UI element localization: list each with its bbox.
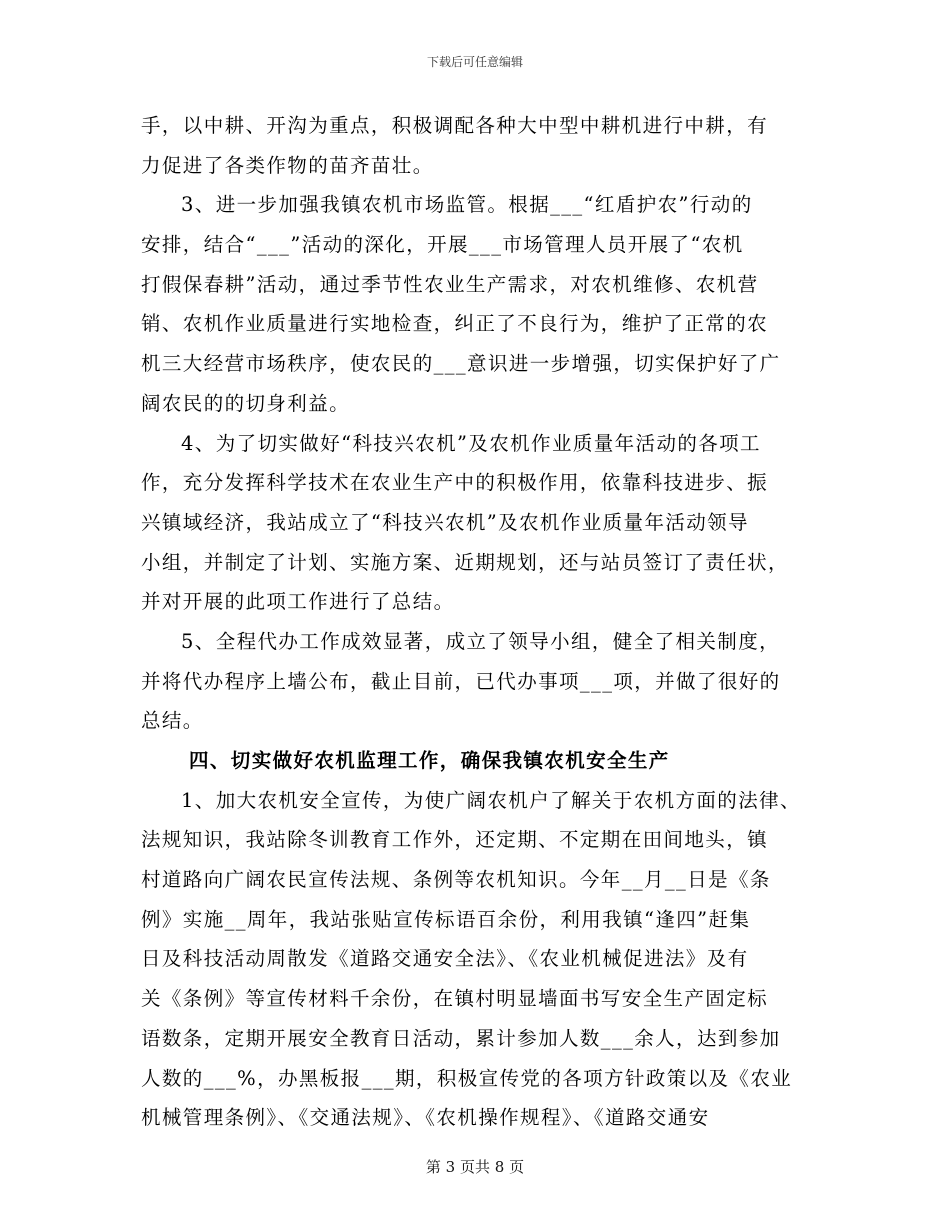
text-line: 语数条，定期开展安全教育日活动，累计参加人数___余人，达到参加: [141, 1026, 781, 1050]
text-line: 4、为了切实做好“科技兴农机”及农机作业质量年活动的各项工: [181, 431, 761, 455]
text-line: 机械管理条例》、《交通法规》、《农机操作规程》、《道路交通安: [141, 1106, 710, 1130]
text-line: 例》实施__周年，我站张贴宣传标语百余份，利用我镇“逢四”赶集: [141, 907, 751, 931]
text-line: 并对开展的此项工作进行了总结。: [141, 590, 455, 614]
section-heading: 四、切实做好农机监理工作，确保我镇农机安全生产: [189, 749, 670, 772]
text-line: 村道路向广阔农民宣传法规、条例等农机知识。今年__月__日是《条: [141, 868, 771, 892]
text-line: 手，以中耕、开沟为重点，积极调配各种大中型中耕机进行中耕，有: [141, 114, 769, 137]
text-line: 并将代办程序上墙公布，截止目前，已代办事项___项，并做了很好的: [141, 669, 781, 693]
text-line: 3、进一步加强我镇农机市场监管。根据___“红盾护农”行动的: [181, 193, 753, 217]
text-line: 机三大经营市场秩序，使农民的___意识进一步增强，切实保护好了广: [141, 352, 781, 376]
text-line: 兴镇域经济，我站成立了“科技兴农机”及农机作业质量年活动领导: [141, 510, 749, 534]
text-line: 人数的___%，办黑板报___期，积极宣传党的各项方针政策以及《农业: [141, 1066, 793, 1090]
text-line: 法规知识，我站除冬训教育工作外，还定期、不定期在田间地头，镇: [141, 828, 769, 852]
page-number-footer: 第 3 页共 8 页: [425, 1158, 525, 1176]
text-line: 打假保春耕”活动，通过季节性农业生产需求，对农机维修、农机营: [141, 272, 759, 296]
text-line: 安排，结合“___”活动的深化，开展___市场管理人员开展了“农机: [141, 233, 744, 257]
document-body: [141, 106, 831, 1138]
text-line: 作，充分发挥科学技术在农业生产中的积极作用，依靠科技进步、振: [141, 471, 769, 495]
text-line: 5、全程代办工作成效显著，成立了领导小组，健全了相关制度，: [181, 629, 781, 653]
text-line: 小组，并制定了计划、实施方案、近期规划，还与站员签订了责任状，: [141, 550, 789, 574]
text-line: 销、农机作业质量进行实地检查，纠正了不良行为，维护了正常的农: [141, 312, 769, 336]
text-line: 关《条例》等宣传材料千余份，在镇村明显墙面书写安全生产固定标: [141, 987, 769, 1011]
text-line: 日及科技活动周散发《道路交通安全法》、《农业机械促进法》及有: [141, 947, 749, 971]
text-line: 阔农民的的切身利益。: [141, 391, 351, 415]
text-line: 力促进了各类作物的苗齐苗壮。: [141, 153, 434, 177]
text-line: 1、加大农机安全宣传，为使广阔农机户了解关于农机方面的法律、: [181, 788, 801, 812]
text-line: 总结。: [141, 709, 204, 733]
page-header-note: 下载后可任意编辑: [426, 55, 523, 69]
